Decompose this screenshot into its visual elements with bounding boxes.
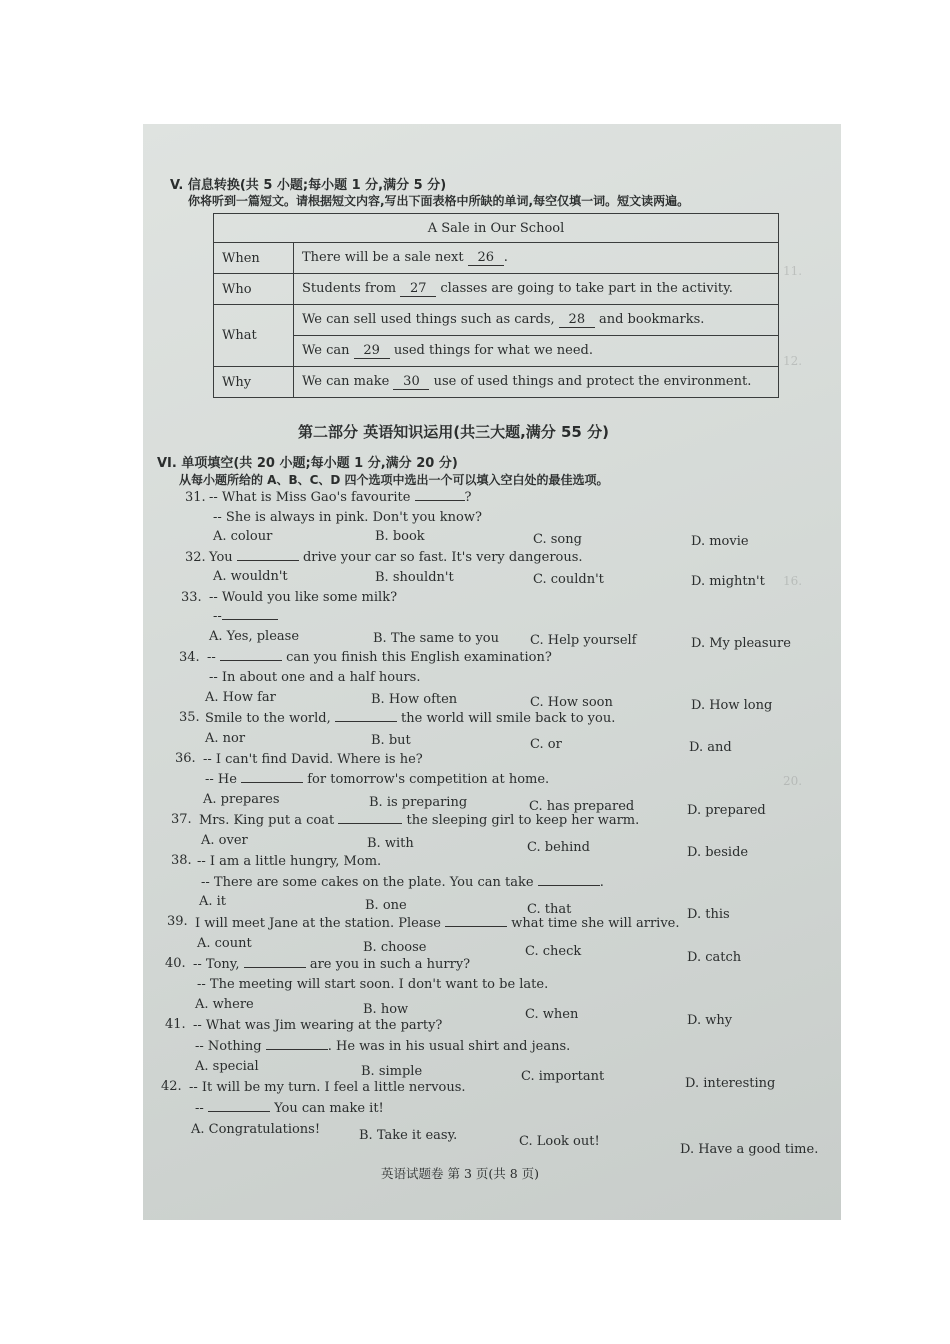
option-d[interactable]: D. interesting [685, 1076, 776, 1091]
question-stem: -- I am a little hungry, Mom. [197, 854, 382, 869]
question-stem: Mrs. King put a coat [199, 813, 335, 828]
row-label: When [214, 243, 294, 274]
question-number: 32. [185, 550, 206, 565]
table-row [214, 305, 779, 336]
option-d[interactable]: D. beside [687, 845, 749, 860]
option-d[interactable]: D. catch [687, 950, 742, 965]
option-a[interactable]: A. special [195, 1059, 259, 1074]
question-stem: -- There are some cakes on the plate. You can take [201, 875, 534, 890]
table-row [214, 274, 779, 305]
table-title: A Sale in Our School [214, 214, 779, 243]
section-5-instruction: 你将听到一篇短文。请根据短文内容,写出下面表格中所缺的单词,每空仅填一词。短文读两遍。 [188, 194, 690, 208]
option-c[interactable]: C. that [527, 902, 572, 917]
question-number: 31. [185, 490, 206, 505]
answer-blank[interactable]: 27 [400, 281, 436, 297]
row-content: Students from 27 classes are going to take part in the activity. [294, 274, 779, 305]
question-stem: -- She is always in pink. Don't you know? [213, 510, 482, 525]
bleed-through-text: 12. [783, 354, 803, 368]
row-label: What [214, 305, 294, 367]
question-number: 35. [179, 710, 200, 725]
answer-blank[interactable] [338, 823, 402, 824]
option-c[interactable]: C. has prepared [529, 799, 635, 814]
option-d[interactable]: D. why [687, 1013, 733, 1028]
question-number: 40. [165, 956, 186, 971]
option-d[interactable]: D. mightn't [691, 574, 765, 589]
question-number: 38. [171, 853, 192, 868]
option-d[interactable]: D. prepared [687, 803, 766, 818]
option-d[interactable]: D. this [687, 907, 730, 922]
answer-blank[interactable] [538, 885, 600, 886]
option-b[interactable]: B. The same to you [373, 631, 499, 646]
bleed-through-text: 11. [783, 264, 803, 278]
option-a[interactable]: A. where [195, 997, 254, 1012]
option-b[interactable]: B. shouldn't [375, 570, 454, 585]
answer-blank[interactable]: 29 [354, 343, 390, 359]
answer-blank[interactable] [208, 1111, 270, 1112]
option-a[interactable]: A. Congratulations! [191, 1122, 321, 1137]
option-c[interactable]: C. couldn't [533, 572, 604, 587]
info-table [213, 213, 779, 398]
option-c[interactable]: C. Help yourself [530, 633, 637, 648]
answer-blank[interactable]: 26 [468, 250, 504, 266]
question-stem: -- It will be my turn. I feel a little nervous. [189, 1080, 466, 1095]
option-a[interactable]: A. colour [213, 529, 273, 544]
row-label: Why [214, 367, 294, 398]
table-row [214, 243, 779, 274]
option-b[interactable]: B. simple [361, 1064, 423, 1079]
question-number: 34. [179, 650, 200, 665]
question-stem: can you finish this English examination? [286, 650, 552, 665]
table-row [214, 336, 779, 367]
question-stem: Smile to the world, [205, 711, 331, 726]
answer-blank[interactable] [244, 967, 306, 968]
option-d[interactable]: D. movie [691, 534, 749, 549]
question-stem: I will meet Jane at the station. Please [195, 916, 441, 931]
option-b[interactable]: B. is preparing [369, 795, 468, 810]
option-a[interactable]: A. prepares [203, 792, 280, 807]
question-number: 42. [161, 1079, 182, 1094]
option-c[interactable]: C. song [533, 532, 582, 547]
part-2-title: 第二部分 英语知识运用(共三大题,满分 55 分) [298, 423, 609, 441]
option-b[interactable]: B. How often [371, 692, 458, 707]
option-b[interactable]: B. book [375, 529, 425, 544]
question-stem: -- What was Jim wearing at the party? [193, 1018, 443, 1033]
row-content: We can make 30 use of used things and protect the environment. [294, 367, 779, 398]
option-a[interactable]: A. How far [205, 690, 276, 705]
question-stem: -- The meeting will start soon. I don't want to be late. [197, 977, 549, 992]
option-d[interactable]: D. My pleasure [691, 636, 791, 651]
page-footer: 英语试题卷 第 3 页(共 8 页) [381, 1166, 540, 1181]
option-b[interactable]: B. choose [363, 940, 427, 955]
section-6-heading: VI. 单项填空(共 20 小题;每小题 1 分,满分 20 分) [157, 456, 458, 471]
section-5-heading: V. 信息转换(共 5 小题;每小题 1 分,满分 5 分) [170, 178, 447, 193]
answer-blank[interactable] [335, 721, 397, 722]
question-stem: -- What is Miss Gao's favourite [209, 490, 411, 505]
question-number: 36. [175, 751, 196, 766]
option-a[interactable]: A. Yes, please [209, 629, 300, 644]
option-d[interactable]: D. Have a good time. [680, 1142, 819, 1157]
answer-blank[interactable] [220, 660, 282, 661]
question-stem: -- I can't find David. Where is he? [203, 752, 423, 767]
question-stem: are you in such a hurry? [309, 957, 471, 972]
answer-blank[interactable] [237, 560, 299, 561]
exam-page: 11. 12. 16. 20. V. 信息转换(共 5 小题;每小题 1 分,满分 5 分) 你将听到一篇短文。请根据短文内容,写出下面表格中所缺的单词,每空仅填一词。短文读两遍。 A Sale in Our School When There will be a sale next 26 . Who Students from 27 classes are going to take part in the activity. What We can sell used things such as cards, 28 and bookmarks. We can 29 used things for what we need. Why We can make 30 use of used things and protect the environment. 第二部分 英语知识运用(共三大题,满分 55 分) VI. 单项填空(共 20 小题;每小题 1 分,满分 20 分) 从每小题所给的 A、B、C、D 四个选项中选出一个可以填入空白处的最佳选项。 31. -- What is Miss Gao's favourite ? -- She is always in pink. Don't you know? A. colour B. book C. song D. movie 32. You drive your car so fast. It's very dangerous. A. wouldn't B. shouldn't C. couldn't D. mightn't 33. -- Would you like some milk? -- A. Yes, please B. The same to you C. Help yourself D. My pleasure 34. -- can you finish this English examination? -- In about one and a half hours. A. How far B. How often C. How soon D. How long 35. Smile to the world, the world will smile back to you. A. nor B. but C. or D. and 36. -- I can't find David. Where is he? -- He for tomorrow's competition at home. A. prepares B. is preparing C. has prepared D. prepared 37. Mrs. King put a coat the sleeping girl to keep her warm. A. over B. with C. behind D. beside 38. -- I am a little hungry, Mom. -- There are some cakes on the plate. You can take . A. it B. one C. that D. this 39. I will meet Jane at the station. Please what time she will arrive. A. count B. choose C. check D. catch 40. -- Tony, are you in such a hurry? -- The meeting will start soon. I don't want to be late. A. where B. how C. when D. why 41. -- What was Jim wearing at the party? -- Nothing . He was in his usual shirt and jeans. A. special B. simple C. important D. interesting 42. -- It will be my turn. I feel a little nervous. -- You can make it! A. Congratulations! B. Take it easy. C. Look out! D. Have a good time. 英语试题卷 第 3 页(共 8 页) [143, 124, 841, 1220]
option-a[interactable]: A. count [197, 936, 252, 951]
question-number: 41. [165, 1017, 186, 1032]
option-a[interactable]: A. wouldn't [213, 569, 288, 584]
question-stem: -- Would you like some milk? [209, 590, 398, 605]
question-stem: You [209, 550, 233, 565]
row-content: There will be a sale next 26 . [294, 243, 779, 274]
answer-blank[interactable] [445, 926, 507, 927]
section-6-instruction: 从每小题所给的 A、B、C、D 四个选项中选出一个可以填入空白处的最佳选项。 [179, 473, 609, 487]
bleed-through-text: 20. [783, 774, 803, 788]
option-d[interactable]: D. How long [691, 698, 773, 713]
answer-blank[interactable] [266, 1049, 328, 1050]
question-number: 39. [167, 914, 188, 929]
answer-blank[interactable] [222, 619, 278, 620]
option-a[interactable]: A. it [199, 894, 227, 909]
answer-blank[interactable]: 28 [559, 312, 595, 328]
option-c[interactable]: C. when [525, 1007, 579, 1022]
option-c[interactable]: C. Look out! [519, 1134, 600, 1149]
option-b[interactable]: B. one [365, 898, 407, 913]
option-b[interactable]: B. with [367, 836, 414, 851]
question-stem: -- In about one and a half hours. [209, 670, 421, 685]
answer-blank[interactable] [415, 500, 465, 501]
option-d[interactable]: D. and [689, 740, 732, 755]
row-content: We can 29 used things for what we need. [294, 336, 779, 367]
option-c[interactable]: C. behind [527, 840, 590, 855]
question-number: 37. [171, 812, 192, 827]
row-content: We can sell used things such as cards, 28 and bookmarks. [294, 305, 779, 336]
table-row [214, 367, 779, 398]
question-number: 33. [181, 590, 202, 605]
option-a[interactable]: A. over [201, 833, 248, 848]
option-b[interactable]: B. Take it easy. [359, 1128, 458, 1143]
row-label: Who [214, 274, 294, 305]
option-b[interactable]: B. how [363, 1002, 409, 1017]
option-b[interactable]: B. but [371, 733, 411, 748]
option-a[interactable]: A. nor [205, 731, 246, 746]
bleed-through-text: 16. [783, 574, 803, 588]
option-c[interactable]: C. check [525, 944, 582, 959]
answer-blank[interactable]: 30 [393, 374, 429, 390]
option-c[interactable]: C. or [530, 737, 562, 752]
option-c[interactable]: C. important [521, 1069, 605, 1084]
answer-blank[interactable] [241, 782, 303, 783]
option-c[interactable]: C. How soon [530, 695, 613, 710]
